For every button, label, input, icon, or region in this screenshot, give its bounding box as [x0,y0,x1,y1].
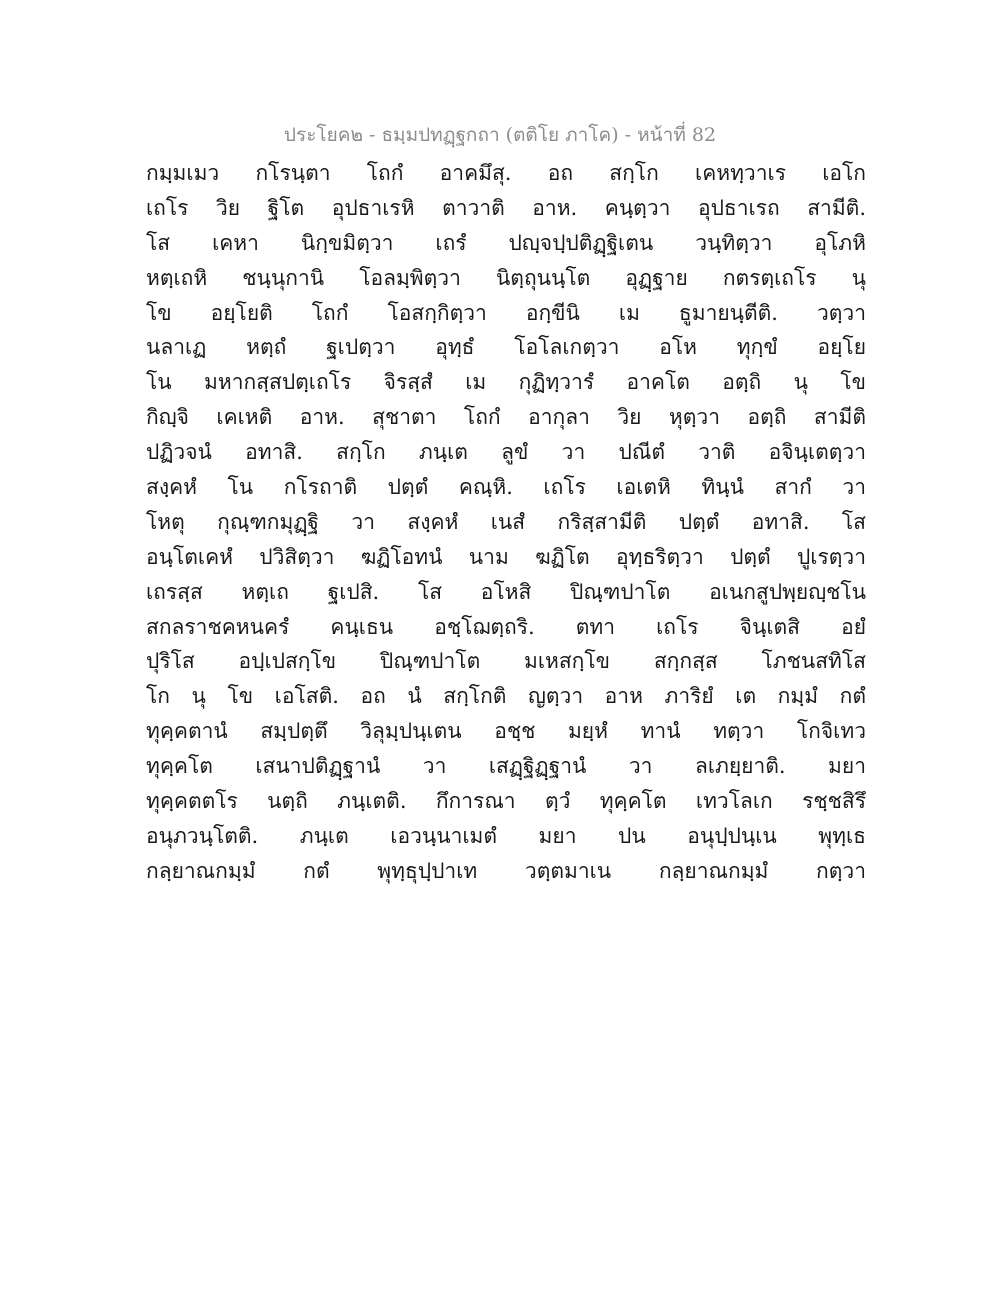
text-line: ปฏิวจนํ อทาสิ. สกฺโก ภนฺเต ลูขํ วา ปณีตํ วาติ อจินฺเตตฺวา [146,440,866,465]
text-line: ทุคฺคตตโร นตฺถิ ภนฺเตติ. กึการณา ตฺวํ ทุคฺคโต เทวโลเก รชฺชสิรึ [146,789,866,814]
text-line: โหตุ กุณฺฑกมุฏฺฐิ วา สงฺคหํ เนสํ กริสฺสามีติ ปตฺตํ อทาสิ. โส [146,509,866,534]
text-line: สงฺคหํ โน กโรถาติ ปตฺตํ คณฺหิ. เถโร เอเตหิ ทินฺนํ สากํ วา [146,475,866,500]
text-line: ปุริโส อปฺเปสกฺโข ปิณฺฑปาโต มเหสกฺโข สกฺกสฺส โภชนสทิโส [146,649,866,674]
text-line: เถรสฺส หตฺเถ ฐเปสิ. โส อโหสิ ปิณฺฑปาโต อเนกสูปพฺยญฺชโน [146,579,866,604]
text-line: กลฺยาณกมฺมํ กตํ พุทฺธุปฺปาเท วตฺตมาเน กลฺยาณกมฺมํ กตฺวา [146,858,866,883]
text-line: กิญฺจิ เคเหติ อาห. สุชาตา โถกํ อากุลา วิย หุตฺวา อตฺถิ สามีติ [146,405,866,430]
text-line: อนุภวนฺโตติ. ภนฺเต เอวนฺนาเมตํ มยา ปน อนุปฺปนฺเน พุทฺเธ [146,823,866,848]
text-line: โก นุ โข เอโสติ. อถ นํ สกฺโกติ ญตฺวา อาห ภาริยํ เต กมฺมํ กตํ [146,684,866,709]
text-line: โน มหากสฺสปตฺเถโร จิรสฺสํ เม กุฏิทฺวารํ อาคโต อตฺถิ นุ โข [146,370,866,395]
text-line: สกลราชคหนครํ คนฺเธน อชฺโฌตฺถริ. ตทา เถโร จินฺเตสิ อยํ [146,614,866,639]
text-line: หตฺเถหิ ชนฺนุกานิ โอลมฺพิตฺวา นิตฺถุนนฺโต อุฏฺฐาย กตรตฺเถโร นุ [146,265,866,290]
text-line: ทุคฺคโต เสนาปติฏฺฐานํ วา เสฏฺฐิฏฺฐานํ วา ลเภยฺยาติ. มยา [146,754,866,779]
text-line: เถโร วิย ฐิโต อุปธาเรหิ ตาวาติ อาห. คนฺตฺวา อุปธาเรถ สามีติ. [146,195,866,220]
running-header: ประโยค๒ - ธมฺมปทฏฺฐกถา (ตติโย ภาโค) - หน้าที่ 82 [283,124,717,146]
text-line: นลาเฏ หตฺถํ ฐเปตฺวา อุทฺธํ โอโลเกตฺวา อโห ทุกฺขํ อยฺโย [146,335,866,360]
text-line: โข อยฺโยติ โถกํ โอสกฺกิตฺวา อกฺขีนิ เม ธูมายนฺตีติ. วตฺวา [146,300,866,325]
text-line: กมฺมเมว กโรนฺตา โถกํ อาคมึสุ. อถ สกฺโก เคหทฺวาเร เอโก [146,161,866,185]
text-line: ทุคฺคตานํ สมฺปตฺตึ วิลุมฺปนฺเตน อชฺช มยฺหํ ทานํ ทตฺวา โกจิเทว [146,719,866,744]
body-text [146,156,866,889]
text-line: อนฺโตเคหํ ปวิสิตฺวา ฆฏิโอทนํ นาม ฆฏิโต อุทฺธริตฺวา ปตฺตํ ปูเรตฺวา [146,544,866,569]
text-line: โส เคหา นิกฺขมิตฺวา เถรํ ปญฺจปฺปติฏฺฐิเตน วนฺทิตฺวา อุโภหิ [146,230,866,255]
